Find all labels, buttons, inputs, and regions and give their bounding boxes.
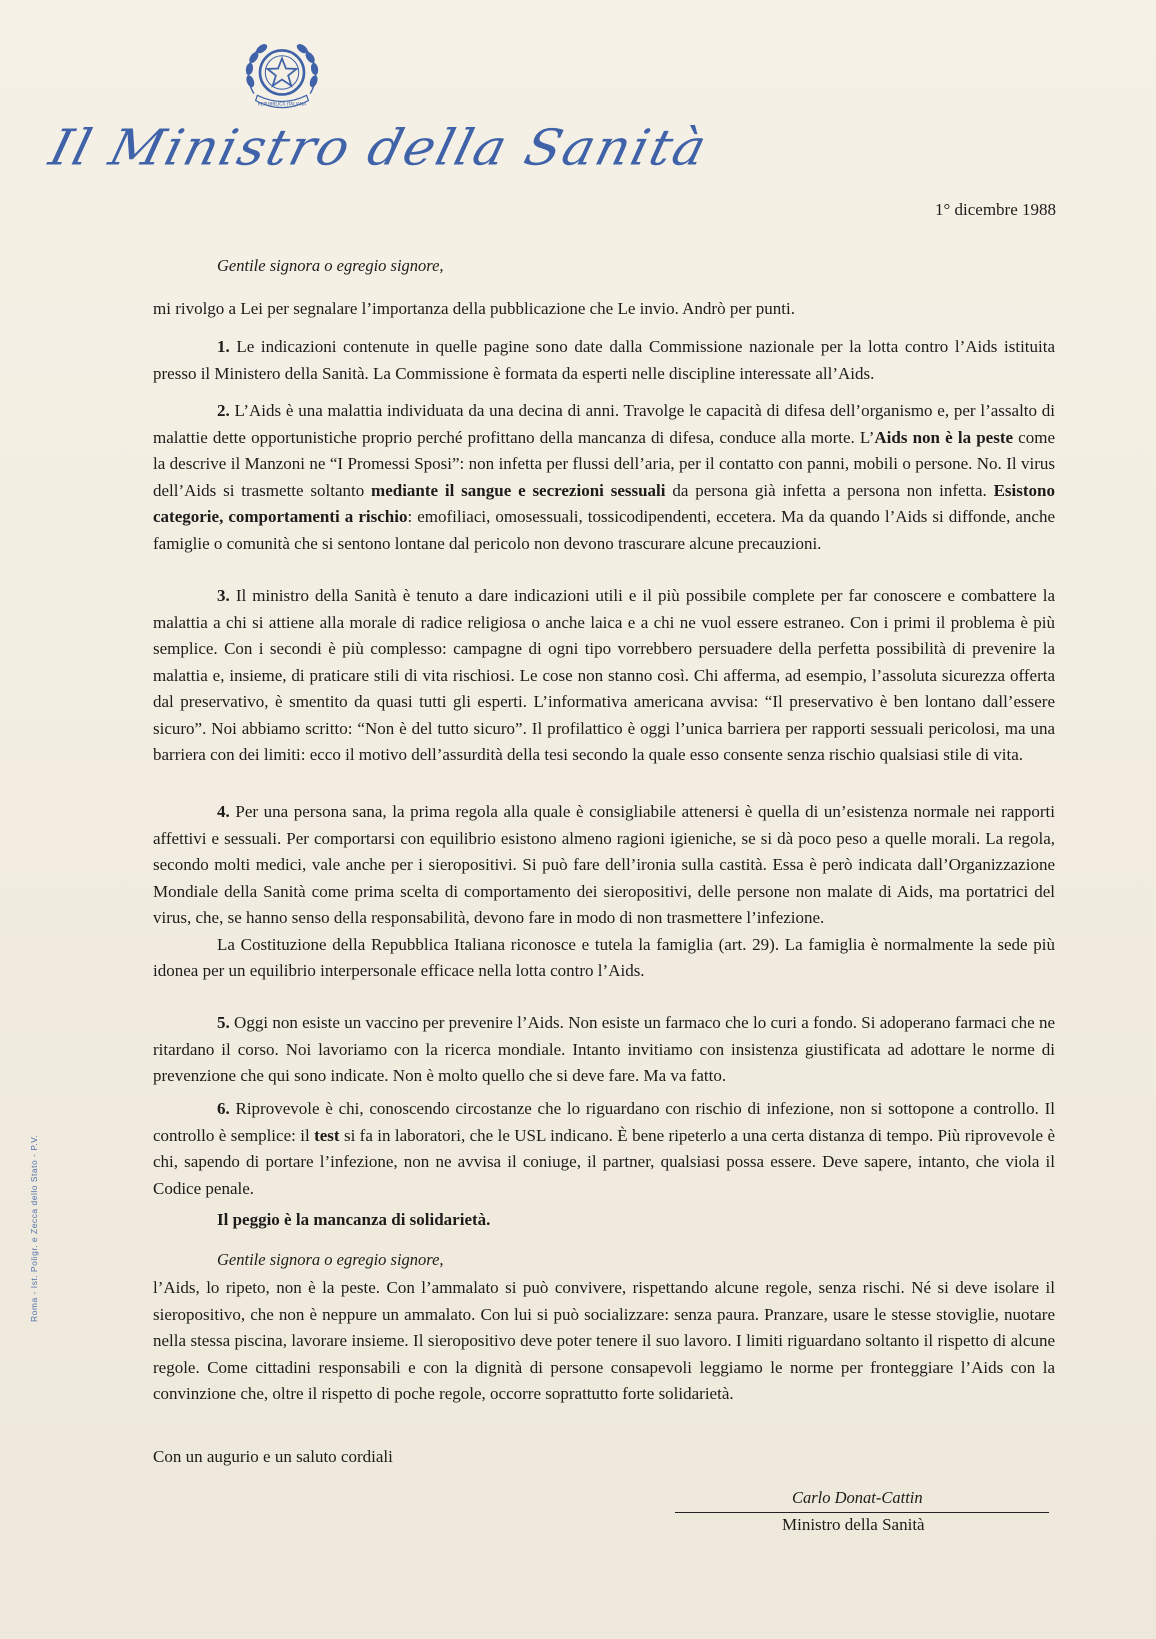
point-1-body: Le indicazioni contenute in quelle pagine sono date dalla Commissione nazionale per la lotta contro l’Aids istituita presso il Ministero della Sanità. La Commissione è formata da esperti nelle discipline interessate all’Aids. (153, 337, 1056, 383)
point-6-text (153, 1096, 1055, 1202)
emblem-banner-text: REPUBBLICA ITALIANA (257, 102, 307, 108)
point-4-text-2: La Costituzione della Repubblica Italiana riconosce e tutela la famiglia (art. 29). La famiglia è normalmente la sede più idonea per un equilibrio interpersonale efficace nella lotta contro l’Aids. (153, 934, 1055, 980)
point-6-number: 6. (217, 1099, 230, 1118)
italian-republic-emblem-icon (238, 32, 326, 120)
point-5-body: Oggi non esiste un vaccino per prevenire l’Aids. Non esiste un farmaco che lo curi a fondo. Si adoperano farmaci che ne ritardano il corso. Noi lavoriamo con la ricerca mondiale. Intanto invitiamo con insistenza giustificata ad adottare le norme di prevenzione che qui sono indicate. Non è molto quello che si deve fare. Ma va fatto. (153, 1013, 1055, 1085)
point-2 (153, 398, 1055, 557)
point-6-emphasis: test (314, 1125, 340, 1145)
closing-text: l’Aids, lo ripeto, non è la peste. Con l’ammalato si può convivere, rispettando alcune regole, senza rischi. Né si deve isolare il sieropositivo, che non è neppure un ammalato. Con lui si può socializzare: senza paura. Pranzare, usare le stesse stoviglie, nuotare nella stessa piscina, lavorare insieme. Il sieropositivo deve poter tenere il suo lavoro. I limiti riguardano soltanto il rispetto di alcune regole. Come cittadini responsabili e con la dignità di persone consapevoli leggiamo le norme per fronteggiare l’Aids con la convinzione che, oltre il rispetto di poche regole, occorre soprattutto forte solidarietà. (153, 1278, 1055, 1403)
intro-text: mi rivolgo a Lei per segnalare l’importanza della pubblicazione che Le invio. Andrò per punti. (153, 299, 795, 318)
point-6 (153, 1096, 1055, 1202)
signature-block (675, 1488, 1055, 1535)
point-2-body-a: L’Aids è una malattia individuata da una decina di anni. Travolge le capacità di difesa dell’organismo e, per l’assalto di malattie dette opportunistiche proprio perché profittano della mancanza di difesa, conduce alla morte. L’ (153, 401, 1056, 447)
point-1-number: 1. (217, 337, 230, 356)
point-2-body-c: da persona già infetta a persona non infetta. (665, 480, 994, 500)
point-2-emphasis-b: mediante il sangue e secrezioni sessuali (371, 480, 666, 500)
intro-paragraph (153, 296, 1055, 323)
closing-paragraph (153, 1275, 1055, 1408)
point-3-number: 3. (217, 586, 230, 605)
point-2-number: 2. (217, 401, 230, 420)
salutation-opening: Gentile signora o egregio signore, (217, 256, 444, 275)
point-6-body-a: Riprovevole è chi, conoscendo circostanze che lo riguardano con rischio di infezione, non si sottopone a controllo. Il controllo è semplice: il (153, 1099, 1055, 1145)
letter-date: 1° dicembre 1988 (934, 200, 1056, 219)
point-3 (153, 583, 1055, 769)
point-2-body-d: : emofiliaci, omosessuali, tossicodipendenti, eccetera. Ma da quando l’Aids si diffonde, anche famiglie o comunità che si sentono lontane dal pericolo non devono trascurare alcune precauzioni. (153, 507, 1055, 553)
point-3-body: Il ministro della Sanità è tenuto a dare indicazioni utili e il più possibile complete per far conoscere e combattere la malattia a chi si attiene alla morale di radice religiosa o anche laica e a chi ne vuol essere estraneo. Con i primi il problema è più semplice. Con i secondi è più complesso: campagne di ogni tipo vorrebbero persuadere della perfetta possibilità di prevenire la malattia e, insieme, di praticare stili di vita rischiosi. Le cose non stanno così. Chi afferma, ad esempio, l’assoluta sicurezza offerta dal preservativo, è smentito da quasi tutti gli esperti. L’informativa americana avvisa: “Il preservativo è ben lontano dall’essere sicuro”. Noi abbiamo scritto: “Non è del tutto sicuro”. Il profilattico è oggi l’unica barriera per rapporti sessuali pericolosi, ma una barriera con dei limiti: ecco il motivo dell’assurdità della tesi secondo la quale esso consente senza rischio qualsiasi stile di vita. (153, 586, 1055, 764)
point-2-emphasis-a: Aids non è la peste (874, 427, 1014, 447)
signature-rule (675, 1512, 1049, 1513)
point-4 (153, 799, 1055, 985)
point-6-body-b: si fa in laboratori, che le USL indicano. È bene ripeterlo a una certa distanza di tempo. Più riprovevole è chi, sapendo di portare l’infezione, non ne avvisa il coniuge, il partner, qualsiasi possa essere. Deve sapere, intanto, che viola il Codice penale. (153, 1125, 1055, 1198)
signature-title: Ministro della Sanità (782, 1515, 925, 1534)
point-2-emphasis-c: Esistono categorie, comportamenti a rischio (153, 480, 1056, 526)
point-5-text (153, 1010, 1055, 1090)
point-5-number: 5. (217, 1013, 230, 1032)
point-5 (153, 1010, 1055, 1090)
point-2-body-b: come la descrive il Manzoni ne “I Promessi Sposi”: non infetta per flussi dell’aria, per il contatto con panni, mobili o persone. No. Il virus dell’Aids si trasmette soltanto (153, 427, 1055, 500)
printer-imprint: Roma - Ist. Poligr. e Zecca dello Stato - P.V. (29, 1134, 39, 1322)
point-3-text (153, 583, 1055, 769)
bold-statement: Il peggio è la mancanza di solidarietà. (217, 1210, 491, 1229)
point-2-text (153, 398, 1055, 557)
point-4-body: Per una persona sana, la prima regola alla quale è consigliabile attenersi è quella di un’esistenza normale nei rapporti affettivi e sessuali. Per comportarsi con equilibrio esistono almeno ragioni igieniche, se si dà poco peso a quelle morali. La regola, secondo molti medici, vale anche per i sieropositivi. Si può fare dell’ironia sulla castità. Essa è però indicata dall’Organizzazione Mondiale della Sanità come prima scelta di comportamento dei sieropositivi, delle persone non malate di Aids, ma portatrici del virus, che, se hanno senso della responsabilità, devono fare in modo di non trasmettere l’infezione. (153, 802, 1056, 927)
salutation-closing: Gentile signora o egregio signore, (217, 1250, 444, 1269)
signature-name: Carlo Donat-Cattin (792, 1488, 923, 1507)
point-1-text (153, 334, 1055, 387)
letterhead-title: Il Ministro della Sanità (43, 120, 714, 177)
point-4-text (153, 799, 1055, 932)
greeting-text: Con un augurio e un saluto cordiali (153, 1447, 393, 1466)
point-1 (153, 334, 1055, 387)
point-4-number: 4. (217, 802, 230, 821)
greeting (153, 1444, 1055, 1471)
